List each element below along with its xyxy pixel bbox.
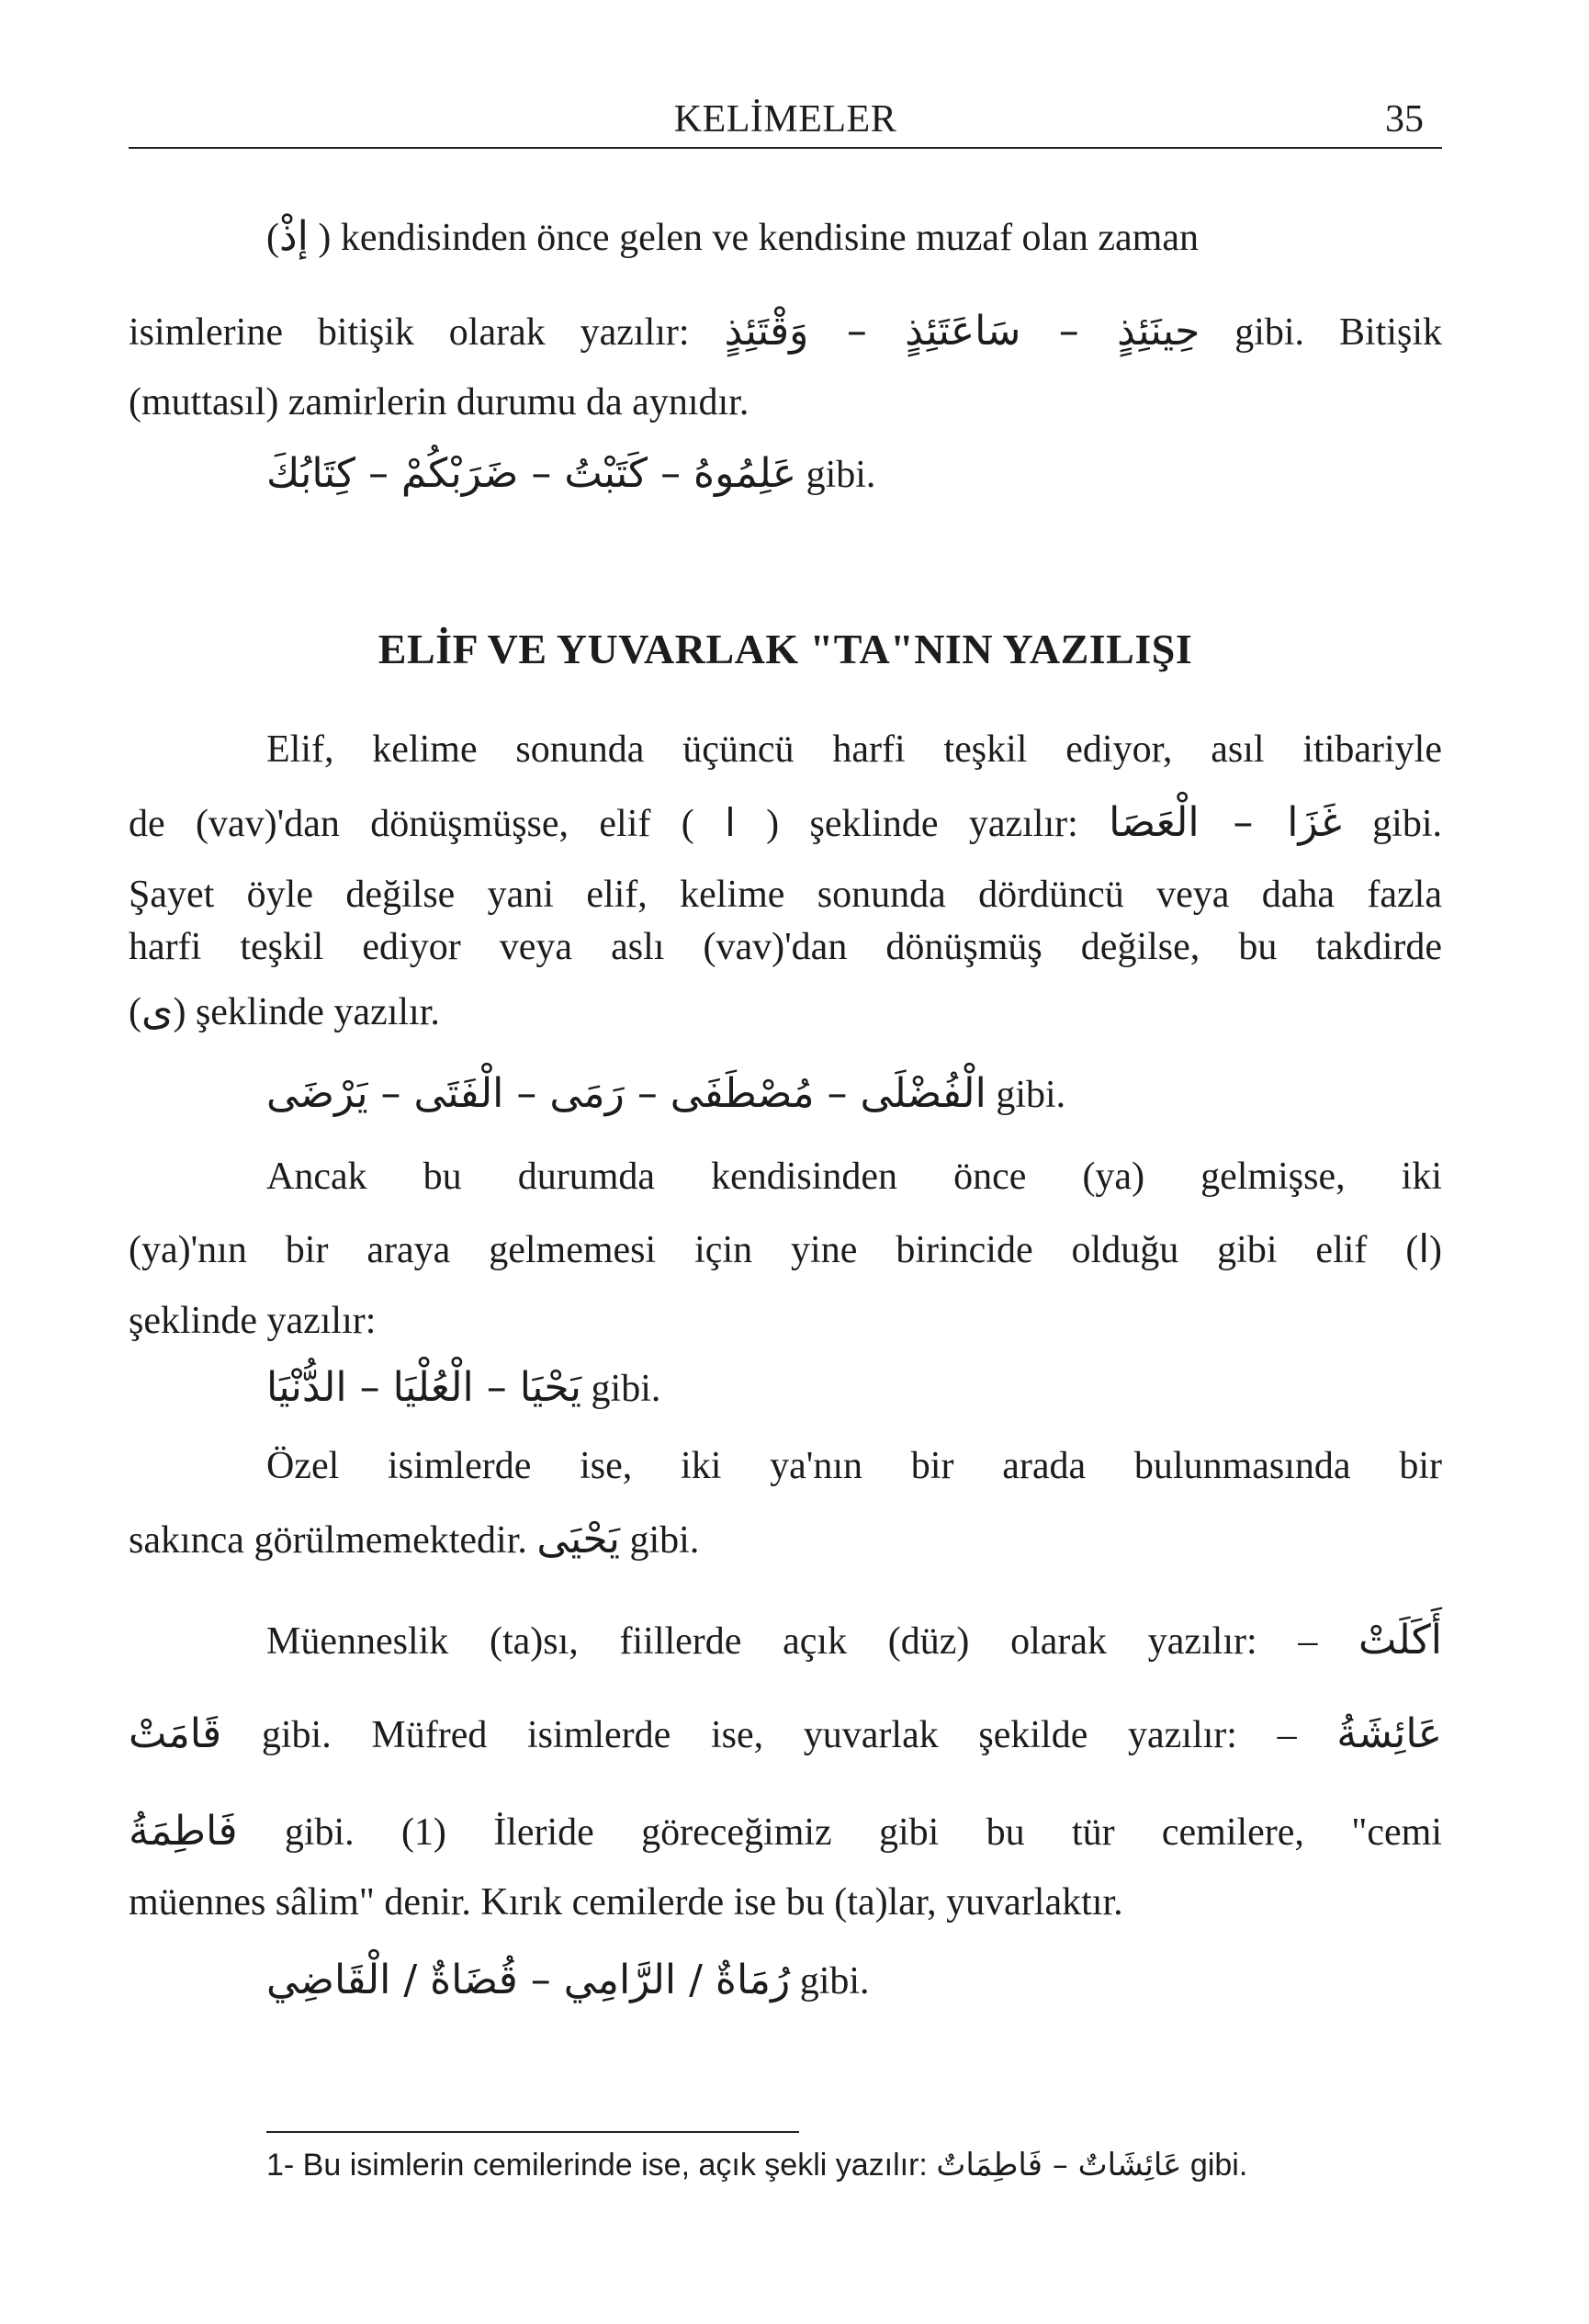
arabic-examples: عَائِشَاتٌ – فَاطِمَاتٌ (936, 2147, 1182, 2183)
para2-line5: (ى) şeklinde yazılır. (129, 987, 440, 1034)
arabic-examples: الْفُضْلَى – مُصْطَفَى – رَمَى – الْفَتَى – يَرْضَى (266, 1070, 986, 1117)
arabic-letter: ى (141, 987, 174, 1034)
arabic-examples: غَزَا – الْعَصَا (1109, 799, 1342, 846)
line-text: gibi. (806, 454, 876, 496)
section-heading: ELİF VE YUVARLAK "TA"NIN YAZILIŞI (378, 626, 1193, 672)
para3-line1: Ancak bu durumda kendisinden önce (ya) gelmişse, iki (266, 1156, 1442, 1198)
para2-line1: Elif, kelime sonunda üçüncü harfi teşkil ediyor, asıl itibariyle (266, 728, 1442, 771)
arabic-examples: حِينَئِذٍ – سَاعَتَئِذٍ – وَقْتَئِذٍ (724, 308, 1200, 355)
para2-line6 (266, 1070, 1442, 1119)
para1-line4 (266, 450, 1442, 499)
line-text: sakınca görülmemektedir. (129, 1519, 527, 1562)
para5-line1 (266, 1617, 1442, 1665)
para1-line2 (129, 308, 1442, 356)
line-text: gibi. Müfred isimlerde ise, yuvarlak şekilde yazılır: – (261, 1714, 1297, 1756)
line-text: isimlerine bitişik olarak yazılır: (129, 311, 690, 354)
para2-line3: Şayet öyle değilse yani elif, kelime sonunda dördüncü veya daha fazla (129, 874, 1442, 916)
header-title: KELİMELER (673, 98, 897, 141)
para5-line2 (129, 1710, 1442, 1759)
para1-line3: (muttasıl) zamirlerin durumu da aynıdır. (129, 381, 749, 423)
line-text: gibi. (799, 1960, 870, 2002)
line-text: gibi. (996, 1074, 1066, 1116)
arabic-word: إذْ (279, 213, 309, 260)
arabic-word: قَامَتْ (129, 1710, 222, 1757)
line-text: ) şeklinde yazılır. (173, 991, 440, 1033)
arabic-examples: عَلِمُوهُ – كَتَبْتُ – ضَرَبْكُمْ – كِتَابُكَ (266, 450, 797, 497)
arabic-word: يَحْيَى (536, 1516, 620, 1562)
line-text: gibi. (1) İleride göreceğimiz gibi bu tür cemilere, "cemi (284, 1811, 1442, 1854)
arabic-examples: يَحْيَا – الْعُلْيَا – الدُّنْيَا (266, 1364, 582, 1411)
para3-line4 (266, 1364, 1442, 1413)
line-text: gibi. (1372, 803, 1443, 845)
para5-line3 (129, 1808, 1442, 1856)
para4-line2 (129, 1516, 1442, 1564)
line-text: Müenneslik (ta)sı, fiillerde açık (düz) olarak yazılır: – (266, 1620, 1318, 1663)
footnote (266, 2145, 1442, 2185)
arabic-word: عَائِشَةُ (1336, 1710, 1443, 1757)
line-text: gibi. Bitişik (1234, 311, 1442, 354)
footnote-tail: gibi. (1189, 2148, 1248, 2183)
para3-line2: (ya)'nın bir araya gelmemesi için yine birincide olduğu gibi elif (ا) (129, 1229, 1442, 1271)
para4-line1: Özel isimlerde ise, iki ya'nın bir arada bulunmasında bir (266, 1445, 1442, 1487)
page-number: 35 (1385, 98, 1424, 141)
line-text: gibi. (629, 1519, 700, 1562)
footnote-text: 1- Bu isimlerin cemilerinde ise, açık şekli yazılır: (266, 2148, 928, 2183)
para5-line5 (266, 1957, 1442, 2005)
para3-line3: şeklinde yazılır: (129, 1300, 377, 1342)
line-text: ) kendisinden önce gelen ve kendisine muzaf olan zaman (318, 217, 1199, 259)
arabic-examples: رُمَاةٌ / الرَّامِي – قُضَاةٌ / الْقَاضِي (266, 1957, 791, 2003)
arabic-word: فَاطِمَةُ (129, 1808, 238, 1855)
footnote-rule (266, 2131, 799, 2133)
para2-line2 (129, 799, 1442, 848)
line-text: gibi. (591, 1368, 661, 1410)
para2-line4: harfi teşkil ediyor veya aslı (vav)'dan dönüşmüş değilse, bu takdirde (129, 926, 1442, 968)
para5-line4: müennes sâlim" denir. Kırık cemilerde ise bu (ta)lar, yuvarlaktır. (129, 1881, 1123, 1924)
para1-line1: (إذْ ) kendisinden önce gelen ve kendisine muzaf olan zaman (266, 213, 1199, 260)
running-header (129, 92, 1442, 149)
line-text: de (vav)'dan dönüşmüşse, elif ( ا ) şeklinde yazılır: (129, 803, 1078, 845)
arabic-word: أَكَلَتْ (1358, 1617, 1442, 1664)
